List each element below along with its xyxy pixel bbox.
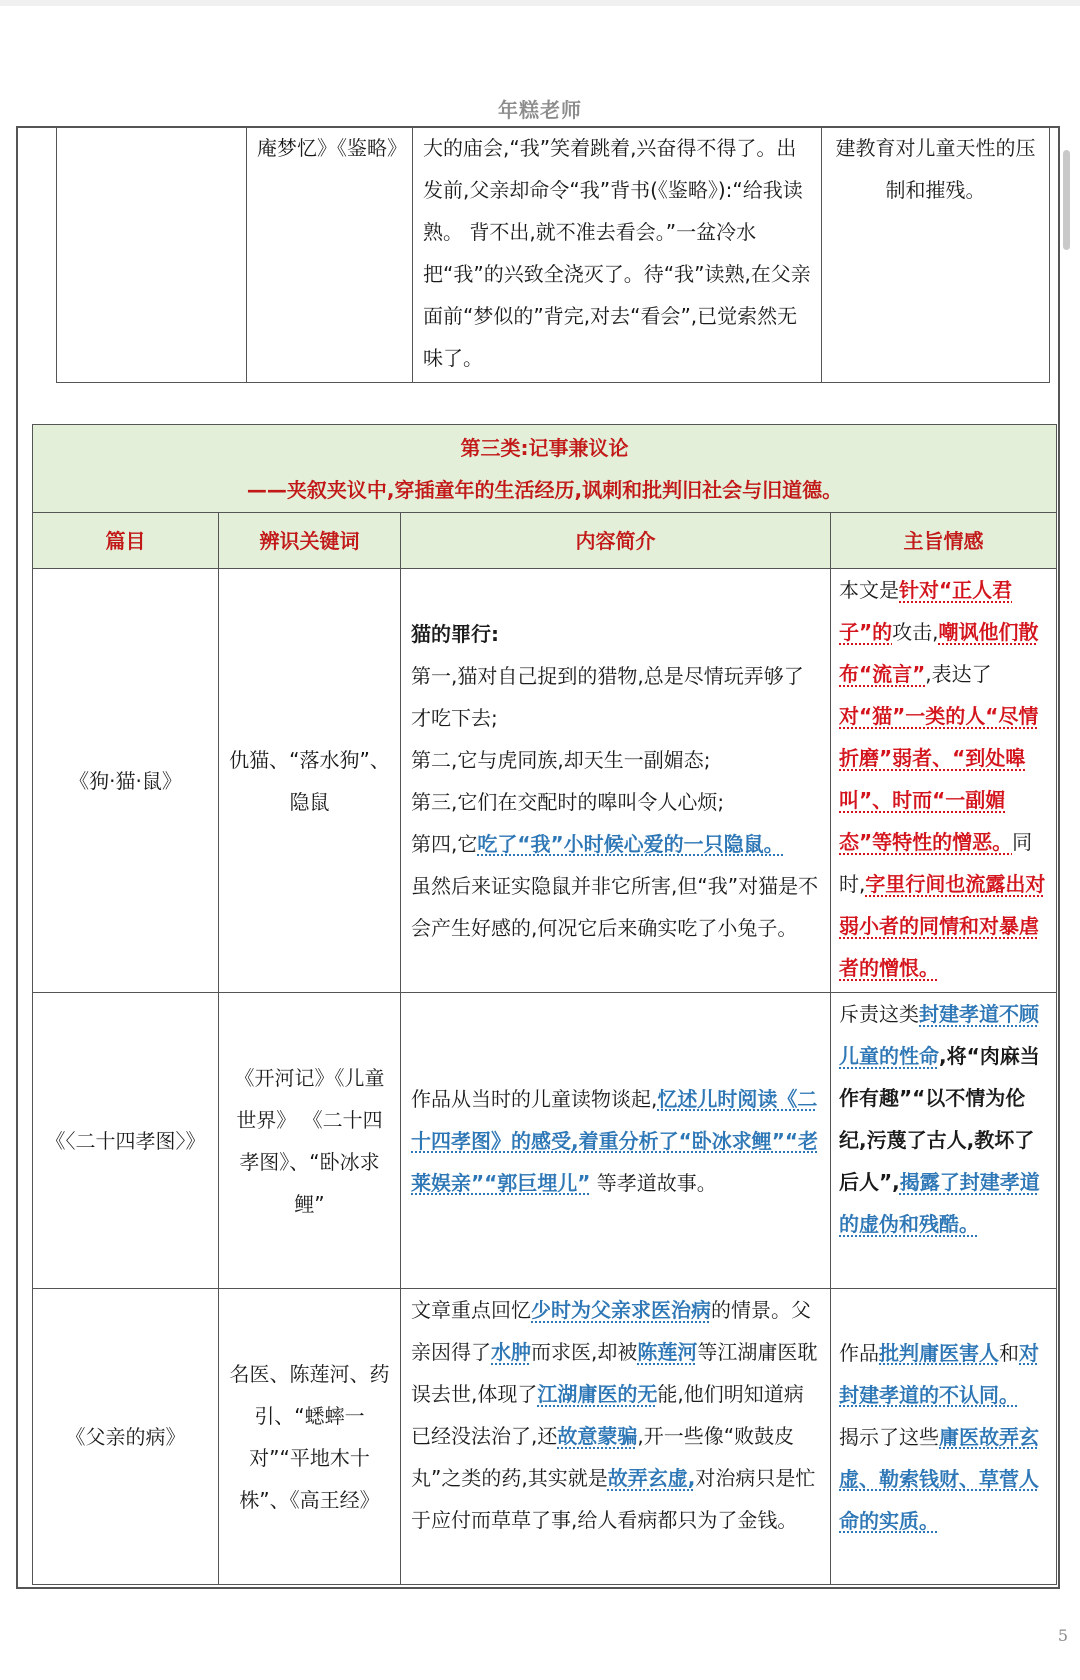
table-row	[57, 127, 1050, 383]
table-row	[33, 993, 1057, 1289]
theme-highlight: 嘲讽他们散布“流言”	[839, 620, 1039, 686]
theme-text: 同时,	[839, 830, 1033, 896]
continuation-table	[56, 126, 1050, 383]
content-text: 的情景。父亲因得了	[411, 1298, 811, 1364]
theme-highlight: 庸医故弄玄虚、勒索钱财、草菅人命的实质。	[839, 1424, 1039, 1533]
theme-text: ,表达了	[925, 662, 992, 686]
content-highlight: 故意蒙骗	[557, 1424, 638, 1448]
row-keywords: 名医、陈莲河、药引、“蟋蟀一对”“平地木十株”、《高王经》	[219, 1289, 401, 1585]
row-theme	[831, 1289, 1057, 1585]
page-number: 5	[1057, 1626, 1068, 1645]
theme-highlight: 批判庸医害人	[879, 1340, 999, 1365]
row-title: 《父亲的病》	[33, 1289, 219, 1585]
content-highlight: 吃了“我”小时候心爱的一只隐鼠。	[477, 831, 784, 856]
content-paragraph: 第一,猫对自己捉到的猎物,总是尽情玩弄够了才吃下去;	[411, 663, 804, 730]
content-highlight: 江湖庸医的无	[537, 1382, 658, 1406]
table-row	[33, 1289, 1057, 1585]
row-theme	[831, 569, 1057, 993]
section-subtitle: ——夹叙夹议中,穿插童年的生活经历,讽刺和批判旧社会与旧道德。	[246, 477, 843, 502]
theme-text: 揭示了这些	[839, 1424, 939, 1449]
content-text: 等江湖庸医耽误去世,体现了	[411, 1340, 818, 1406]
theme-highlight: 针对“正人君子”的	[839, 578, 1013, 644]
column-header-theme: 主旨情感	[831, 513, 1057, 569]
content-paragraph: 第二,它与虎同族,却天生一副媚态;	[411, 747, 711, 772]
content-text: 能,他们明知道病已经没法治了,还	[411, 1382, 804, 1448]
content-highlight: 陈莲河	[637, 1340, 698, 1364]
theme-text: 作品	[839, 1340, 879, 1365]
row-theme	[831, 993, 1057, 1289]
theme-text: 斥责这类	[839, 1002, 919, 1026]
row-content	[401, 569, 831, 993]
continuation-theme-cell: 建教育对儿童天性的压制和摧残。	[822, 127, 1050, 383]
continuation-title-cell	[57, 127, 247, 383]
theme-highlight: 封建孝道不顾儿童的性命	[839, 1002, 1039, 1068]
theme-highlight: 对“猫”一类的人“尽情折磨”弱者、“到处嗥叫”、时而“一副媚态”等特性的憎恶。	[839, 704, 1039, 854]
page-header-author: 年糕老师	[498, 98, 582, 122]
top-bar	[0, 0, 1080, 6]
section-title: 第三类:记事兼议论	[460, 435, 629, 460]
content-heading: 猫的罪行:	[411, 621, 499, 646]
theme-text: 和	[999, 1340, 1019, 1365]
section-banner	[33, 425, 1057, 513]
theme-text: ,将“肉麻当作有趣”“以不情为伦纪,污蔑了古人,教坏了后人”,	[839, 1044, 1040, 1194]
row-title: 《〈二十四孝图〉》	[33, 993, 219, 1289]
content-text: 作品从当时的儿童读物谈起,	[411, 1086, 658, 1111]
content-paragraph	[411, 823, 820, 865]
content-highlight: 忆述儿时阅读《二十四孝图》的感受,着重分析了“卧冰求鲤”“老莱娱亲”“郭巨埋儿”	[411, 1086, 819, 1195]
row-keywords: 仇猫、“落水狗”、隐鼠	[219, 569, 401, 993]
content-text: 而求医,却被	[531, 1340, 638, 1364]
row-title: 《狗·猫·鼠》	[33, 569, 219, 993]
row-content	[401, 993, 831, 1289]
theme-text: 攻击,	[892, 620, 939, 644]
content-highlight: 故弄玄虚,	[607, 1466, 696, 1490]
column-header-row	[33, 513, 1057, 569]
continuation-keywords-cell: 庵梦忆》《鉴略》	[247, 127, 413, 383]
content-text: 等孝道故事。	[590, 1170, 717, 1195]
section-banner-row	[33, 425, 1057, 513]
content-text: 对治病只是忙于应付而草草了事,给人看病都只为了金钱。	[411, 1466, 816, 1532]
table-row	[33, 569, 1057, 993]
row-content	[401, 1289, 831, 1585]
column-header-keywords: 辨识关键词	[219, 513, 401, 569]
theme-highlight: 揭露了封建孝道的虚伪和残酷。	[839, 1170, 1040, 1236]
theme-highlight: 对封建孝道的不认同。	[839, 1340, 1039, 1407]
content-highlight: 水肿	[491, 1340, 531, 1364]
continuation-content-cell: 大的庙会,“我”笑着跳着,兴奋得不得了。出发前,父亲却命令“我”背书(《鉴略》):“给我读熟。 背不出,就不准去看会。”一盆冷水把“我”的兴致全浇灭了。待“我”读熟,在父亲面前“梦似的”背完,对去“看会”,已觉索然无味了。	[413, 127, 822, 383]
theme-text: 本文是	[839, 578, 899, 602]
column-header-content: 内容简介	[401, 513, 831, 569]
content-text: ,开一些像“败鼓皮丸”之类的药,其实就是	[411, 1424, 795, 1490]
content-paragraph: 虽然后来证实隐鼠并非它所害,但“我”对猫是不会产生好感的,何况它后来确实吃了小兔子。	[411, 873, 819, 940]
content-text: 第四,它	[411, 831, 478, 856]
content-text: 文章重点回忆	[411, 1298, 531, 1322]
row-keywords: 《开河记》《儿童世界》 《二十四孝图》、“卧冰求鲤”	[219, 993, 401, 1289]
content-highlight: 少时为父亲求医治病	[531, 1298, 711, 1322]
theme-highlight: 字里行间也流露出对弱小者的同情和对暴虐者的憎恨。	[839, 872, 1046, 980]
category-table	[32, 424, 1057, 1585]
content-paragraph: 第三,它们在交配时的嗥叫令人心烦;	[411, 789, 725, 814]
scrollbar-thumb[interactable]	[1063, 150, 1070, 250]
column-header-title: 篇目	[33, 513, 219, 569]
